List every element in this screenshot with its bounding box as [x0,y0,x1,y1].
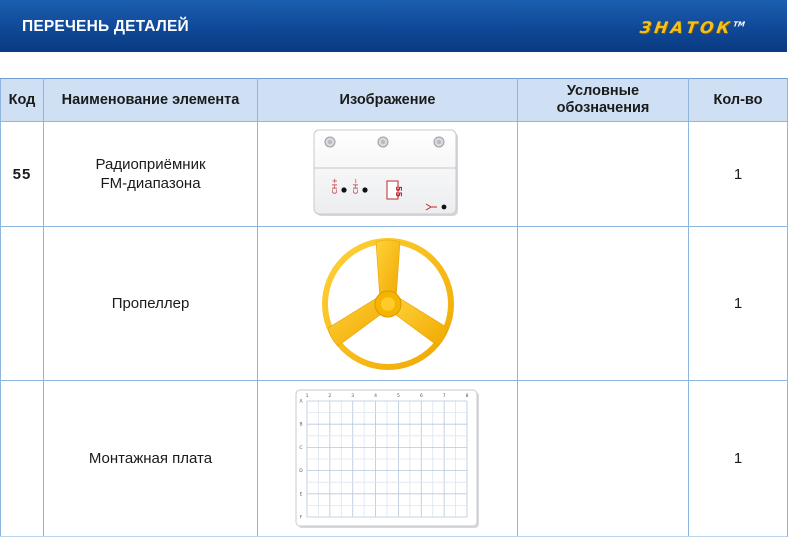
ch-minus-label: CH− [351,177,360,194]
mounting-board-image [295,389,481,529]
cell-name: Пропеллер [44,227,258,381]
board-column-label: 7 [442,393,446,399]
cell-symbols [518,227,689,381]
cell-quantity: 1 [689,381,788,537]
column-header-image: Изображение [258,79,518,122]
ch-plus-label: CH+ [330,177,339,194]
propeller-image [318,234,458,374]
board-column-label: 3 [350,393,354,399]
module-number-label: 55 [393,186,403,198]
cell-symbols [518,122,689,227]
cell-symbols [518,381,689,537]
fm-radio-module-image [313,128,463,220]
trademark-mark: TM [732,20,746,29]
column-header-code: Код [1,79,44,122]
board-row-label: E [299,491,302,497]
column-header-symbols: Условные обозначения [518,79,689,122]
column-header-name: Наименование элемента [44,79,258,122]
page-header [0,0,787,52]
cell-image [258,122,518,227]
table-header-row [1,79,788,122]
page-title: ПЕРЕЧЕНЬ ДЕТАЛЕЙ [22,18,189,35]
cell-image [258,381,518,537]
bottom-rule [0,536,787,537]
cell-name: Монтажная плата [44,381,258,537]
column-header-quantity: Кол-во [689,79,788,122]
cell-code [1,227,44,381]
board-column-label: 4 [373,393,377,399]
table-row [1,381,788,537]
board-column-label: 2 [327,393,331,399]
parts-table [0,78,788,537]
brand-logo [639,18,746,37]
board-row-label: D [298,468,303,474]
board-row-label: C [298,445,303,451]
cell-name: Радиоприёмник FM-диапазона [44,122,258,227]
cell-quantity: 1 [689,122,788,227]
table-row [1,227,788,381]
board-column-label: 6 [419,393,423,399]
board-column-label: 5 [396,393,400,399]
board-row-label: A [298,399,303,404]
cell-quantity: 1 [689,227,788,381]
cell-code [1,381,44,537]
board-column-label: 1 [305,393,308,399]
brand-logo-text: ЗНАТОК [638,18,735,37]
cell-image [258,227,518,381]
board-row-label: F [299,515,302,520]
table-row [1,122,788,227]
board-row-label: B [298,422,303,428]
board-column-label: 8 [465,393,468,399]
cell-code: 55 [1,122,44,227]
